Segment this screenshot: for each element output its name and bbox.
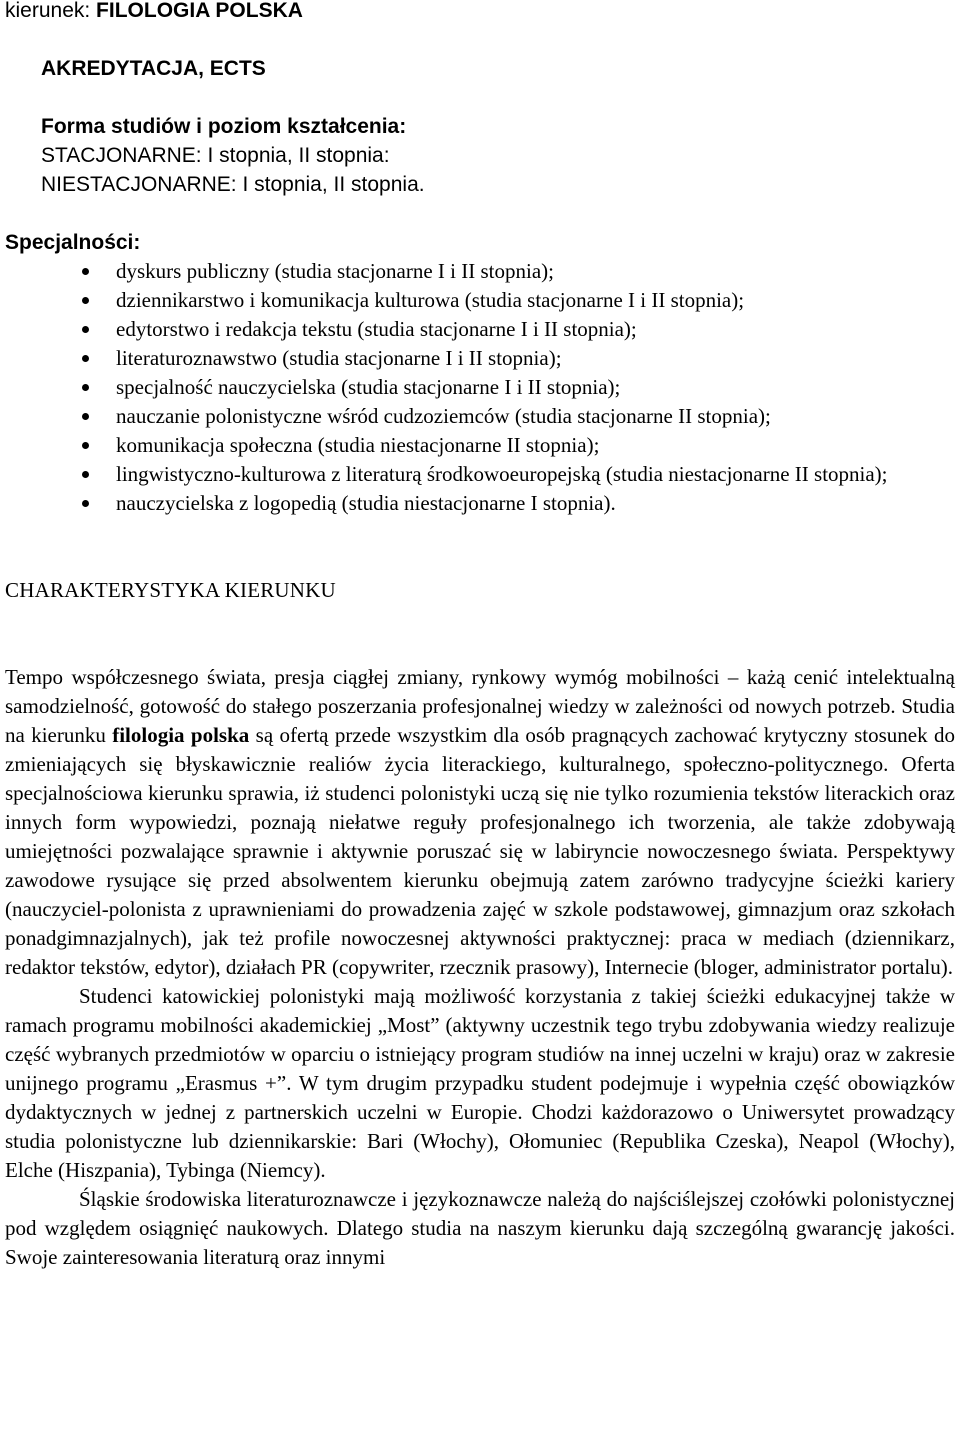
stacjonarne-line: STACJONARNE: I stopnia, II stopnia:	[41, 144, 390, 167]
paragraph-1-text-a: Tempo współczesnego świata, presja ciągłej zmiany, rynkowy wymóg mobilności – każą cenić intelektualną samodzielność, gotowość do stałego poszerzania profesjonalnej wiedzy w zależności od nowych potrzeb. Studia na kierunku	[5, 665, 955, 747]
list-item: specjalność nauczycielska (studia stacjonarne I i II stopnia);	[5, 373, 955, 402]
kierunek-value: FILOLOGIA POLSKA	[96, 0, 303, 22]
characteristics-heading: CHARAKTERYSTYKA KIERUNKU	[5, 578, 336, 602]
forma-studiow-title: Forma studiów i poziom kształcenia:	[41, 115, 407, 138]
specializations-list	[5, 257, 955, 518]
specializations-title: Specjalności:	[5, 231, 141, 254]
kierunek-label: kierunek:	[5, 0, 97, 22]
list-item: nauczycielska z logopedią (studia niestacjonarne I stopnia).	[5, 489, 955, 518]
list-item: dziennikarstwo i komunikacja kulturowa (studia stacjonarne I i II stopnia);	[5, 286, 955, 315]
list-item: komunikacja społeczna (studia niestacjonarne II stopnia);	[5, 431, 955, 460]
characteristics-paragraph-1	[5, 663, 955, 982]
list-item: dyskurs publiczny (studia stacjonarne I i II stopnia);	[5, 257, 955, 286]
filologia-polska-emphasis: filologia polska	[112, 723, 250, 747]
list-item: edytorstwo i redakcja tekstu (studia stacjonarne I i II stopnia);	[5, 315, 955, 344]
document-page	[5, 0, 955, 1272]
niestacjonarne-line: NIESTACJONARNE: I stopnia, II stopnia.	[41, 173, 425, 196]
characteristics-paragraph-3: Śląskie środowiska literaturoznawcze i językoznawcze należą do najściślejszej czołówki polonistycznej pod względem osiągnięć naukowych. Dlatego studia na naszym kierunku dają szczególną gwarancję jakości. Swoje zainteresowania literaturą oraz innymi	[5, 1187, 955, 1269]
list-item: lingwistyczno-kulturowa z literaturą środkowoeuropejską (studia niestacjonarne II stopnia);	[5, 460, 955, 489]
characteristics-paragraph-2: Studenci katowickiej polonistyki mają możliwość korzystania z takiej ścieżki edukacyjnej także w ramach programu mobilności akademickiej „Most” (aktywny uczestnik tego trybu zdobywania wiedzy realizuje część wybranych przedmiotów w oparciu o istniejący program studiów na innej uczelni w kraju) oraz w zakresie unijnego programu „Erasmus +”. W tym drugim przypadku student podejmuje i wypełnia część obowiązków dydaktycznych w jednej z partnerskich uczelni w Europie. Chodzi każdorazowo o Uniwersytet prowadzący studia polonistyczne lub dziennikarskie: Bari (Włochy), Ołomuniec (Republika Czeska), Neapol (Włochy), Elche (Hiszpania), Tybinga (Niemcy).	[5, 984, 955, 1182]
paragraph-1-text-b: są ofertą przede wszystkim dla osób pragnących zachować krytyczny stosunek do zmieniających się błyskawicznie realiów życia literackiego, kulturalnego, społeczno-politycznego. Oferta specjalnościowa kierunku sprawia, iż studenci polonistyki uczą się nie tylko rozumienia tekstów literackich oraz innych form wypowiedzi, poznają niełatwe reguły profesjonalnego ich tworzenia, ale także zdobywają umiejętności pozwalające sprawnie i aktywnie poruszać się w labiryncie nowoczesnego świata. Perspektywy zawodowe rysujące się przed absolwentem kierunku obejmują zatem zarówno tradycyjne ścieżki kariery (nauczyciel-polonista z uprawnieniami do prowadzenia zajęć w szkole podstawowej, gimnazjum oraz szkołach ponadgimnazjalnych), jak też profile nowoczesnej aktywności praktycznej: praca w mediach (dziennikarz, redaktor tekstów, edytor), działach PR (copywriter, rzecznik prasowy), Internecie (bloger, administrator portalu).	[5, 723, 955, 979]
kierunek-line	[5, 0, 955, 25]
list-item: nauczanie polonistyczne wśród cudzoziemców (studia stacjonarne II stopnia);	[5, 402, 955, 431]
accreditation-heading: AKREDYTACJA, ECTS	[41, 57, 266, 80]
list-item: literaturoznawstwo (studia stacjonarne I i II stopnia);	[5, 344, 955, 373]
